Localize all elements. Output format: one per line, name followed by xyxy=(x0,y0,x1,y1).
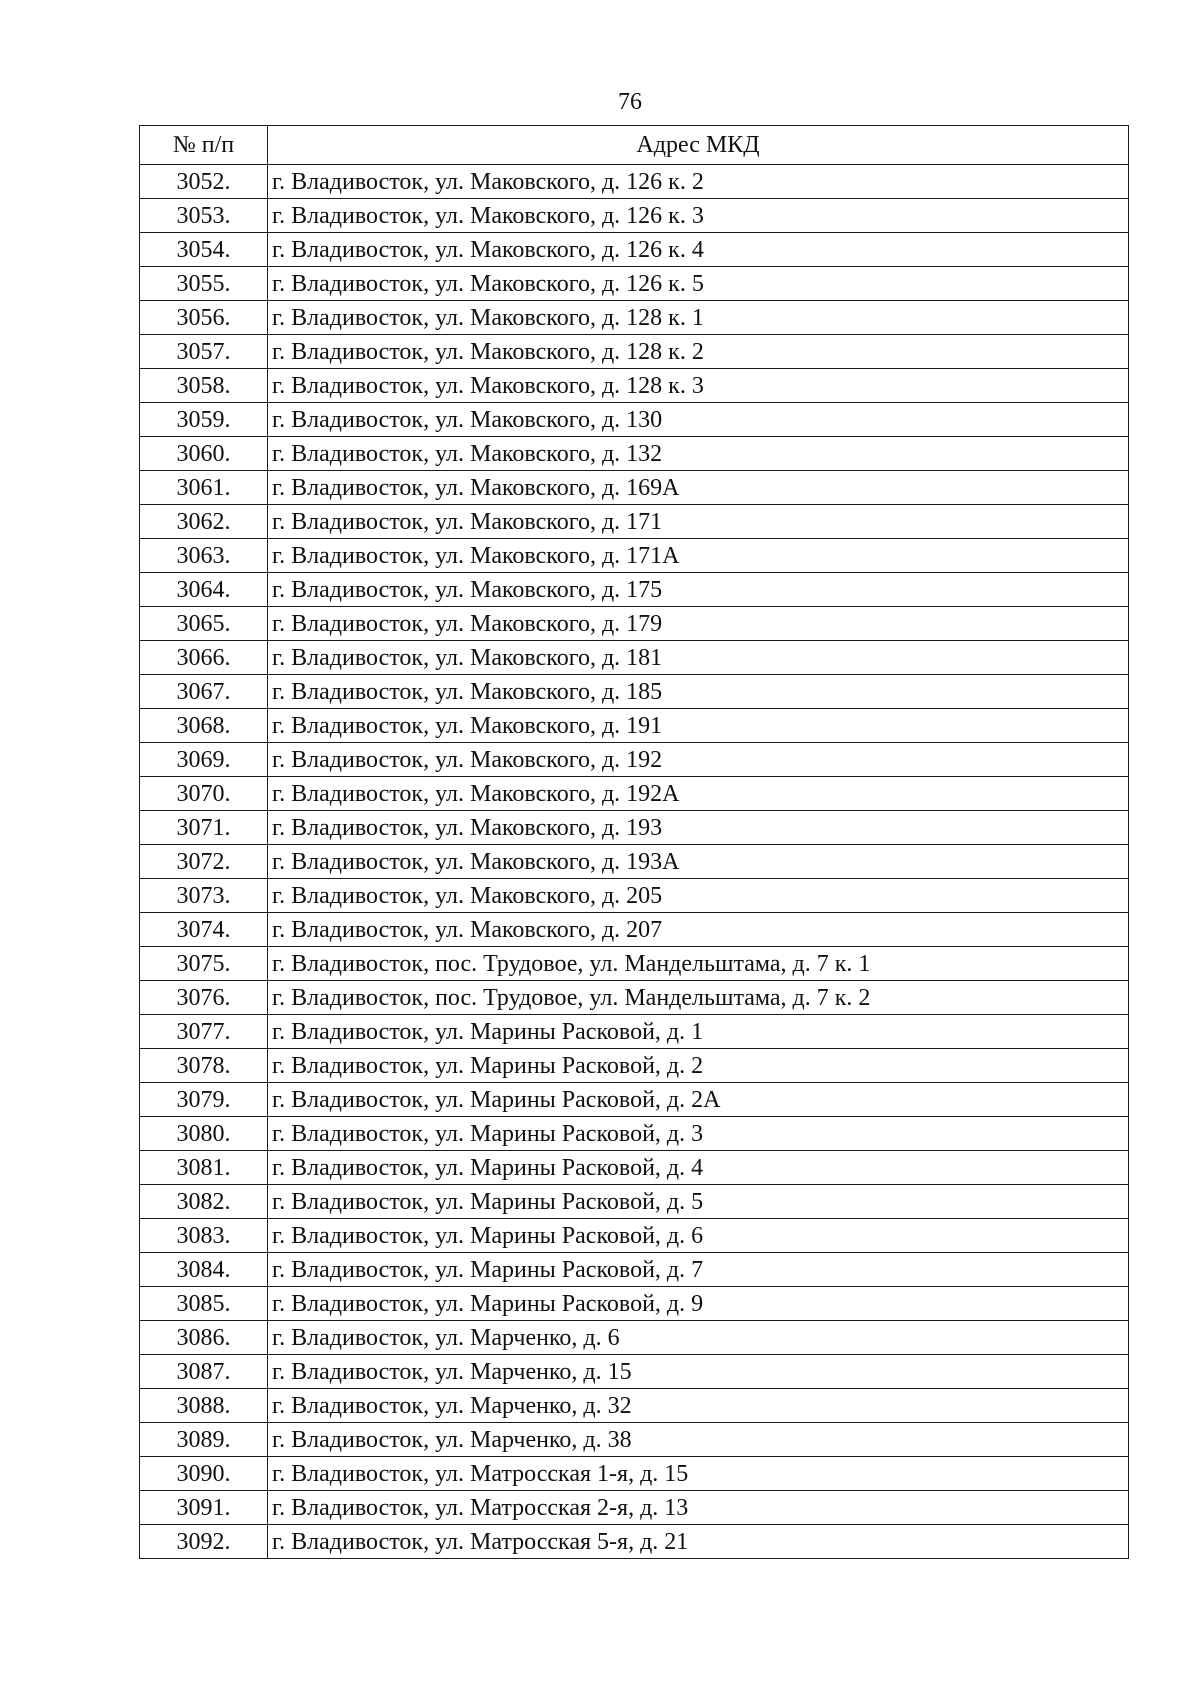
row-address: г. Владивосток, ул. Маковского, д. 171А xyxy=(268,539,1129,573)
row-number: 3062. xyxy=(140,505,268,539)
row-address: г. Владивосток, ул. Маковского, д. 130 xyxy=(268,403,1129,437)
table-row xyxy=(140,947,1129,981)
row-number: 3052. xyxy=(140,165,268,199)
row-number: 3064. xyxy=(140,573,268,607)
row-address: г. Владивосток, ул. Марченко, д. 38 xyxy=(268,1423,1129,1457)
table-row xyxy=(140,743,1129,777)
row-address: г. Владивосток, ул. Марины Расковой, д. 7 xyxy=(268,1253,1129,1287)
row-number: 3075. xyxy=(140,947,268,981)
table-row xyxy=(140,1185,1129,1219)
table-row xyxy=(140,165,1129,199)
table-row xyxy=(140,471,1129,505)
row-number: 3090. xyxy=(140,1457,268,1491)
row-address: г. Владивосток, ул. Маковского, д. 192А xyxy=(268,777,1129,811)
row-address: г. Владивосток, ул. Матросская 2-я, д. 13 xyxy=(268,1491,1129,1525)
row-number: 3070. xyxy=(140,777,268,811)
row-address: г. Владивосток, ул. Маковского, д. 207 xyxy=(268,913,1129,947)
row-address: г. Владивосток, ул. Марченко, д. 15 xyxy=(268,1355,1129,1389)
row-number: 3086. xyxy=(140,1321,268,1355)
table-row xyxy=(140,845,1129,879)
row-number: 3063. xyxy=(140,539,268,573)
row-number: 3066. xyxy=(140,641,268,675)
row-number: 3080. xyxy=(140,1117,268,1151)
row-address: г. Владивосток, ул. Матросская 1-я, д. 15 xyxy=(268,1457,1129,1491)
row-address: г. Владивосток, пос. Трудовое, ул. Мандельштама, д. 7 к. 2 xyxy=(268,981,1129,1015)
row-number: 3060. xyxy=(140,437,268,471)
table-row xyxy=(140,437,1129,471)
row-number: 3092. xyxy=(140,1525,268,1559)
row-number: 3073. xyxy=(140,879,268,913)
row-number: 3059. xyxy=(140,403,268,437)
row-number: 3088. xyxy=(140,1389,268,1423)
table-row xyxy=(140,1083,1129,1117)
row-number: 3087. xyxy=(140,1355,268,1389)
row-address: г. Владивосток, ул. Марины Расковой, д. 5 xyxy=(268,1185,1129,1219)
row-address: г. Владивосток, ул. Марины Расковой, д. 3 xyxy=(268,1117,1129,1151)
table-row xyxy=(140,335,1129,369)
row-number: 3078. xyxy=(140,1049,268,1083)
row-address: г. Владивосток, ул. Маковского, д. 126 к. 5 xyxy=(268,267,1129,301)
row-number: 3053. xyxy=(140,199,268,233)
table-row xyxy=(140,1015,1129,1049)
table-row xyxy=(140,981,1129,1015)
table-row xyxy=(140,1491,1129,1525)
table-row xyxy=(140,1525,1129,1559)
row-number: 3082. xyxy=(140,1185,268,1219)
table-row xyxy=(140,1389,1129,1423)
table-row xyxy=(140,1219,1129,1253)
row-address: г. Владивосток, ул. Маковского, д. 171 xyxy=(268,505,1129,539)
row-address: г. Владивосток, ул. Маковского, д. 126 к. 2 xyxy=(268,165,1129,199)
row-address: г. Владивосток, ул. Маковского, д. 175 xyxy=(268,573,1129,607)
row-address: г. Владивосток, ул. Маковского, д. 132 xyxy=(268,437,1129,471)
table-row xyxy=(140,607,1129,641)
table-row xyxy=(140,1151,1129,1185)
row-address: г. Владивосток, ул. Маковского, д. 191 xyxy=(268,709,1129,743)
column-header-number: № п/п xyxy=(140,126,268,165)
row-number: 3077. xyxy=(140,1015,268,1049)
table-row xyxy=(140,1049,1129,1083)
row-number: 3068. xyxy=(140,709,268,743)
row-number: 3089. xyxy=(140,1423,268,1457)
row-number: 3057. xyxy=(140,335,268,369)
table-body xyxy=(140,165,1129,1559)
table-row xyxy=(140,1355,1129,1389)
row-address: г. Владивосток, ул. Маковского, д. 185 xyxy=(268,675,1129,709)
table-row xyxy=(140,1287,1129,1321)
row-address: г. Владивосток, ул. Маковского, д. 181 xyxy=(268,641,1129,675)
row-number: 3058. xyxy=(140,369,268,403)
table-row xyxy=(140,1321,1129,1355)
row-address: г. Владивосток, ул. Маковского, д. 169А xyxy=(268,471,1129,505)
row-number: 3076. xyxy=(140,981,268,1015)
table-row xyxy=(140,811,1129,845)
row-address: г. Владивосток, ул. Маковского, д. 126 к. 4 xyxy=(268,233,1129,267)
row-address: г. Владивосток, ул. Марины Расковой, д. 4 xyxy=(268,1151,1129,1185)
row-address: г. Владивосток, ул. Маковского, д. 179 xyxy=(268,607,1129,641)
table-row xyxy=(140,777,1129,811)
row-address: г. Владивосток, ул. Марченко, д. 32 xyxy=(268,1389,1129,1423)
row-number: 3084. xyxy=(140,1253,268,1287)
row-address: г. Владивосток, ул. Маковского, д. 126 к. 3 xyxy=(268,199,1129,233)
row-address: г. Владивосток, ул. Маковского, д. 192 xyxy=(268,743,1129,777)
table-row xyxy=(140,267,1129,301)
table-row xyxy=(140,641,1129,675)
row-number: 3067. xyxy=(140,675,268,709)
row-number: 3071. xyxy=(140,811,268,845)
row-address: г. Владивосток, ул. Марины Расковой, д. 6 xyxy=(268,1219,1129,1253)
row-number: 3091. xyxy=(140,1491,268,1525)
table-row xyxy=(140,1253,1129,1287)
table-row xyxy=(140,573,1129,607)
row-number: 3061. xyxy=(140,471,268,505)
row-address: г. Владивосток, ул. Маковского, д. 193А xyxy=(268,845,1129,879)
row-number: 3083. xyxy=(140,1219,268,1253)
row-number: 3085. xyxy=(140,1287,268,1321)
table-row xyxy=(140,369,1129,403)
row-address: г. Владивосток, ул. Маковского, д. 128 к. 1 xyxy=(268,301,1129,335)
row-address: г. Владивосток, ул. Марченко, д. 6 xyxy=(268,1321,1129,1355)
table-row xyxy=(140,879,1129,913)
row-address: г. Владивосток, ул. Маковского, д. 193 xyxy=(268,811,1129,845)
row-number: 3055. xyxy=(140,267,268,301)
table-row xyxy=(140,301,1129,335)
table-row xyxy=(140,539,1129,573)
table-row xyxy=(140,709,1129,743)
table-row xyxy=(140,1457,1129,1491)
row-address: г. Владивосток, ул. Марины Расковой, д. 2 xyxy=(268,1049,1129,1083)
table-row xyxy=(140,675,1129,709)
row-address: г. Владивосток, ул. Маковского, д. 128 к. 2 xyxy=(268,335,1129,369)
row-number: 3081. xyxy=(140,1151,268,1185)
row-address: г. Владивосток, ул. Марины Расковой, д. 1 xyxy=(268,1015,1129,1049)
table-row xyxy=(140,1117,1129,1151)
row-address: г. Владивосток, ул. Марины Расковой, д. 2А xyxy=(268,1083,1129,1117)
row-address: г. Владивосток, ул. Маковского, д. 128 к. 3 xyxy=(268,369,1129,403)
table-row xyxy=(140,913,1129,947)
table-row xyxy=(140,1423,1129,1457)
row-number: 3065. xyxy=(140,607,268,641)
row-address: г. Владивосток, ул. Матросская 5-я, д. 21 xyxy=(268,1525,1129,1559)
table-row xyxy=(140,199,1129,233)
row-address: г. Владивосток, пос. Трудовое, ул. Мандельштама, д. 7 к. 1 xyxy=(268,947,1129,981)
table-header-row xyxy=(140,126,1129,165)
row-number: 3069. xyxy=(140,743,268,777)
row-number: 3054. xyxy=(140,233,268,267)
row-number: 3072. xyxy=(140,845,268,879)
table-row xyxy=(140,505,1129,539)
row-number: 3056. xyxy=(140,301,268,335)
page-number: 76 xyxy=(618,89,642,115)
table-row xyxy=(140,233,1129,267)
table-row xyxy=(140,403,1129,437)
address-table xyxy=(139,125,1129,1559)
row-number: 3079. xyxy=(140,1083,268,1117)
row-address: г. Владивосток, ул. Марины Расковой, д. 9 xyxy=(268,1287,1129,1321)
column-header-address: Адрес МКД xyxy=(268,126,1129,165)
row-address: г. Владивосток, ул. Маковского, д. 205 xyxy=(268,879,1129,913)
row-number: 3074. xyxy=(140,913,268,947)
